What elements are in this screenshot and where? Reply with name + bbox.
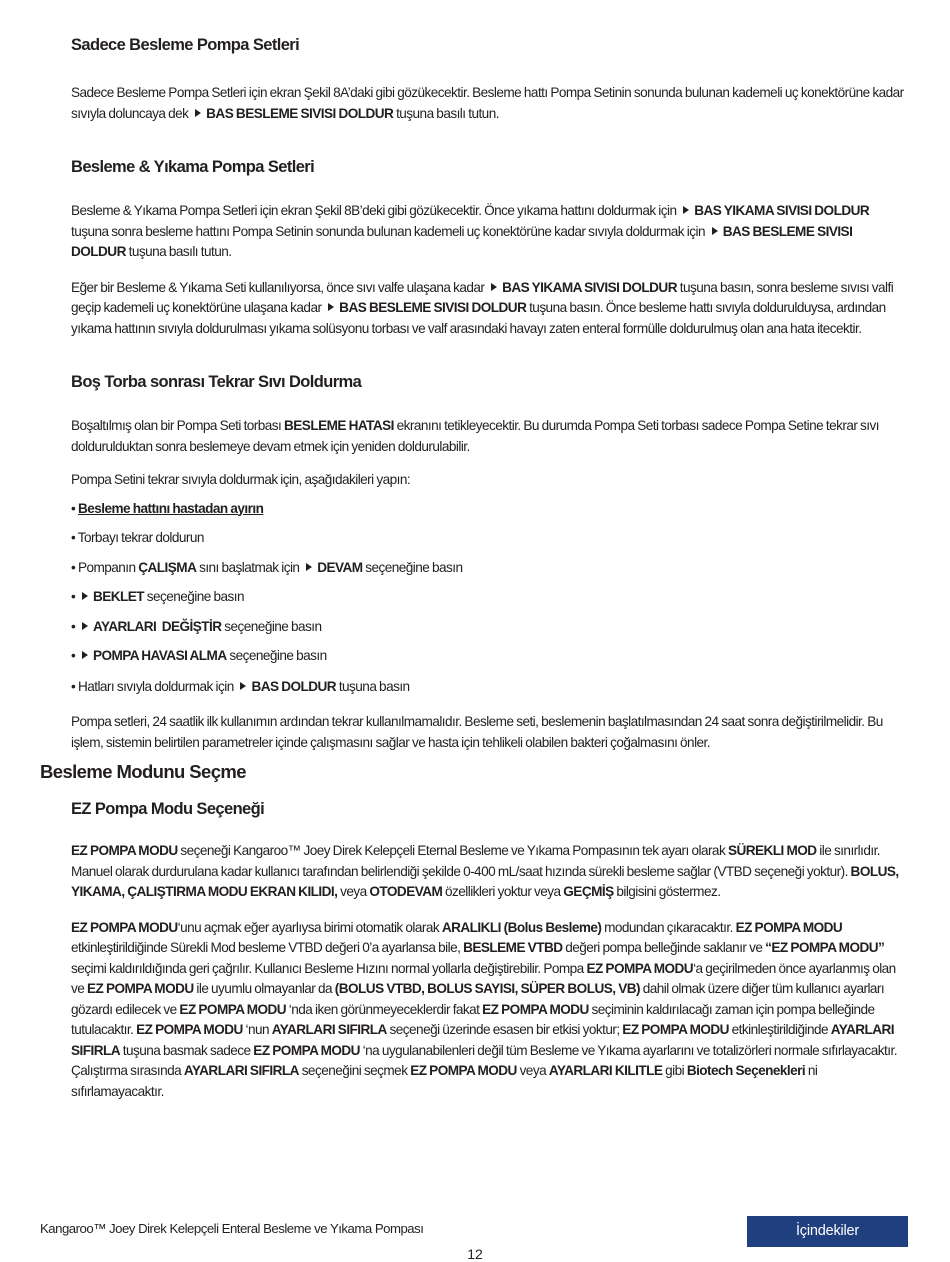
- play-arrow-icon: [328, 303, 334, 311]
- section-title-refill: Boş Torba sonrası Tekrar Sıvı Doldurma: [71, 373, 362, 391]
- play-arrow-icon: [712, 227, 718, 235]
- play-arrow-icon: [82, 592, 88, 600]
- play-arrow-icon: [683, 206, 689, 214]
- list-item: • Besleme hattını hastadan ayırın: [71, 500, 264, 516]
- play-arrow-icon: [240, 682, 246, 690]
- paragraph-ez-mode-2: EZ POMPA MODU‘unu açmak eğer ayarlıysa birimi otomatik olarak ARALIKLI (Bolus Besleme) modundan çıkaracaktır. EZ POMPA MODU etkinleştirildiğinde Sürekli Mod besleme VTBD değeri 0’a ayarlansa bile, BESLEME VTBD değeri pompa belleğinde saklanır ve “EZ POMPA MODU” seçimi kaldırıldığında geri çağrılır. Kullanıcı Besleme Hızını normal yollarla değiştirebilir. Pompa EZ POMPA MODU‘a geçirilmeden önce ayarlanmış olan ve EZ POMPA MODU ile uyumlu olmayanlar da (BOLUS VTBD, BOLUS SAYISI, SÜPER BOLUS, VB) dahil olmak üzere diğer tüm kullanıcı ayarları gözardı edilecek ve EZ POMPA MODU ‘nda iken görünmeyeceklerdir fakat EZ POMPA MODU seçiminin kaldırılacağı zaman için pompa belleğinde tutulacaktır. EZ POMPA MODU ‘nun AYARLARI SIFIRLA seçeneği üzerinde esasen bir etkisi yoktur; EZ POMPA MODU etkinleştirildiğinde AYARLARI SIFIRLA tuşuna basmak sadece EZ POMPA MODU ‘na uygulanabilenleri değil tüm Besleme ve Yıkama ayarlarını ve totalizörleri normale sıfırlayacaktır. Çalıştırma sırasında AYARLARI SIFIRLA seçeneğini seçmek EZ POMPA MODU veya AYARLARI KILITLE gibi Biotech Seçenekleri ni sıfırlamayacaktır.: [71, 919, 897, 1099]
- page-content: [40, 36, 909, 1102]
- list-item: • POMPA HAVASI ALMA seçeneğine basın: [71, 648, 327, 663]
- list-item: • Torbayı tekrar doldurun: [71, 530, 204, 545]
- section-title-feed-flush: Besleme & Yıkama Pompa Setleri: [71, 158, 315, 176]
- list-item: • Hatları sıvıyla doldurmak için BAS DOLDUR tuşuna basın: [71, 678, 410, 694]
- play-arrow-icon: [195, 109, 201, 117]
- table-of-contents-button[interactable]: İçindekiler: [747, 1216, 908, 1247]
- footer-title: Kangaroo™ Joey Direk Kelepçeli Enteral Besleme ve Yıkama Pompası: [40, 1221, 424, 1236]
- paragraph-refill-3: Pompa setleri, 24 saatlik ilk kullanımın ardından tekrar kullanılmamalıdır. Besleme seti, beslemenin başlatılmasından 24 saat sonra değiştirilmelidir. Bu işlem, sistemin belirtilen parametreler içinde çalışmasını sağlar ve hasta için tehlikeli olabilen bakteri çoğalmasını önler.: [71, 714, 883, 750]
- play-arrow-icon: [82, 651, 88, 659]
- section-title-feed-mode: Besleme Modunu Seçme: [40, 761, 246, 782]
- page-number: 12: [467, 1246, 483, 1262]
- play-arrow-icon: [82, 622, 88, 630]
- subsection-title-ez-mode: EZ Pompa Modu Seçeneği: [71, 800, 265, 818]
- paragraph-feed-flush-2: Eğer bir Besleme & Yıkama Seti kullanılıyorsa, önce sıvı valfe ulaşana kadar BAS YIKAMA SIVISI DOLDUR tuşuna basın, sonra besleme sıvısı valfi geçip kademeli uç konektörüne ulaşana kadar BAS BESLEME SIVISI DOLDUR tuşuna basın. Önce besleme hattı sıvıyla doldurulduysa, ardından yıkama hattının sıvıyla doldurulması yıkama solüsyonu torbası ve valf arasındaki havayı zaten enteral formülle doldurulmuş olan ana hata itecektir.: [71, 279, 894, 336]
- paragraph-feed-only: Sadece Besleme Pompa Setleri için ekran Şekil 8A’daki gibi gözükecektir. Besleme hattı Pompa Setinin sonunda bulunan kademeli uç konektörüne kadar sıvıyla doluncaya dek BAS BESLEME SIVISI DOLDUR tuşuna basılı tutun.: [71, 85, 904, 121]
- paragraph-ez-mode-1: EZ POMPA MODU seçeneği Kangaroo™ Joey Direk Kelepçeli Eternal Besleme ve Yıkama Pompasının tek ayarı olarak SÜREKLI MOD ile sınırlıdır. Manuel olarak durdurulana kadar kullanıcı tarafından belirlendiği şekilde 0-400 mL/saat hızında sürekli besleme sağlar (VTBD seçeneği yoktur). BOLUS, YIKAMA, ÇALIŞTIRMA MODU EKRAN KILIDI, veya OTODEVAM özellikleri yoktur veya GEÇMİŞ bilgisini göstermez.: [71, 843, 899, 899]
- paragraph-feed-flush-1: Besleme & Yıkama Pompa Setleri için ekran Şekil 8B’deki gibi gözükecektir. Önce yıkama hattını doldurmak için BAS YIKAMA SIVISI DOLDUR tuşuna sonra besleme hattını Pompa Setinin sonunda bulunan kademeli uç konektörüne kadar sıvıyla doldurmak için BAS BESLEME SIVISI DOLDUR tuşuna basılı tutun.: [71, 203, 870, 259]
- list-item: • BEKLET seçeneğine basın: [71, 589, 245, 604]
- list-item: • Pompanın ÇALIŞMA sını başlatmak için DEVAM seçeneğine basın: [71, 559, 463, 575]
- play-arrow-icon: [306, 563, 312, 571]
- section-title-feed-only: Sadece Besleme Pompa Setleri: [71, 36, 300, 54]
- list-item: • AYARLARI DEĞİŞTİR seçeneğine basın: [71, 618, 322, 634]
- play-arrow-icon: [491, 283, 497, 291]
- paragraph-refill-2: Pompa Setini tekrar sıvıyla doldurmak için, aşağıdakileri yapın:: [71, 472, 411, 487]
- paragraph-refill-1: Boşaltılmış olan bir Pompa Seti torbası BESLEME HATASI ekranını tetikleyecektir. Bu durumda Pompa Seti torbası sadece Pompa Setine tekrar sıvı doldurulduktan sonra beslemeye devam etmek için yeniden doldurulabilir.: [71, 418, 879, 454]
